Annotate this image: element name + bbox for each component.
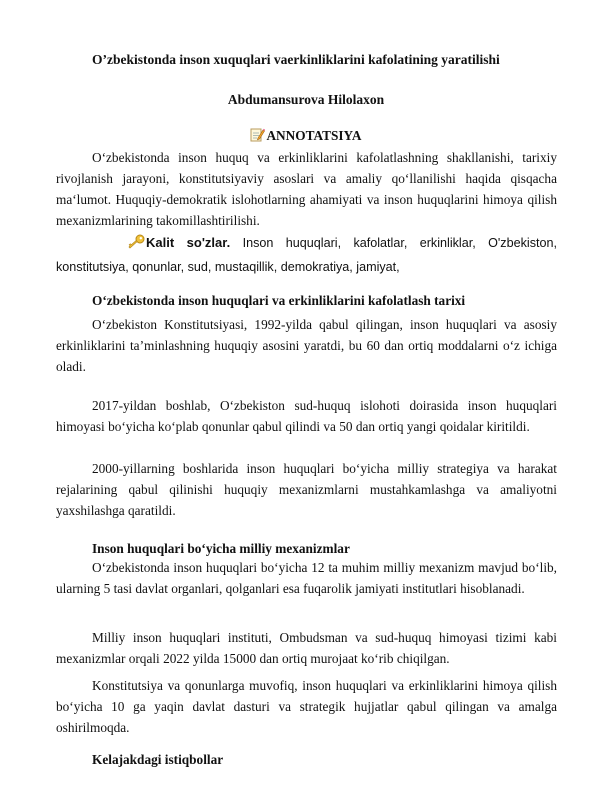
history-paragraph-3: 2000-yillarning boshlarida inson huquqlari bo‘yicha milliy strategiya va harakat rejalarining qabul qilinishi huquqiy mexanizmlarni mustahkamlashga va amaliyotni yaxshilashga qaratildi. [56,461,557,518]
keywords-paragraph [56,232,557,278]
memo-pencil-icon [250,127,265,146]
section-heading-mechanisms: Inson huquqlari bo‘yicha milliy mexanizmlar [92,541,350,556]
history-paragraph-1: O‘zbekiston Konstitutsiyasi, 1992-yilda qabul qilingan, inson huquqlari va asosiy erkinliklarini ta’minlashning huquqiy asosini yaratdi, bu 60 dan ortiq moddalarni o‘z ichiga oladi. [56,317,557,374]
key-icon [92,234,145,256]
mechanisms-paragraph-1: O‘zbekistonda inson huquqlari bo‘yicha 12 ta muhim milliy mexanizm mavjud bo‘lib, ularning 5 tasi davlat organlari, qolganlari esa fuqarolik jamiyati institutlari hisoblanadi. [56,560,557,596]
annotation-heading-text: ANNOTATSIYA [266,128,362,143]
section-heading-prospects: Kelajakdagi istiqbollar [92,752,224,767]
annotation-text: O‘zbekistonda inson huquq va erkinliklarini kafolatlashning shakllanishi, tarixiy rivojlanish jarayoni, konstitutsiyaviy asoslari va amaliy qo‘llanilishi haqida qisqacha ma‘lumot. Huquqiy-demokratik islohotlarning ahamiyati va inson huquqlarini himoya qilish mexanizmlarining takomillashtirilishi. [56,150,557,228]
annotation-heading [0,127,612,146]
author-name: Abdumansurova Hilolaxon [227,92,385,107]
keywords-label: Kalit so'zlar. [146,235,231,250]
mechanisms-paragraph-2: Milliy inson huquqlari instituti, Ombudsman va sud-huquq himoyasi tizimi kabi mexanizmlar orqali 2022 yilda 15000 dan ortiq murojaat ko‘rib chiqilgan. [56,630,557,666]
mechanisms-paragraph-3: Konstitutsiya va qonunlarga muvofiq, inson huquqlari va erkinliklarini himoya qilish bo‘yicha 10 ga yaqin davlat dasturi va strategik hujjatlar qabul qilingan va amalga oshirilmoqda. [56,678,557,735]
keywords-text: Inson huquqlari, kafolatlar, erkinliklar, O'zbekiston, konstitutsiya, qonunlar, sud, mustaqillik, demokratiya, jamiyat, [56,236,557,274]
document-title: O’zbekistonda inson xuquqlari vaerkinliklarini kafolatining yaratilishi [92,52,500,67]
section-heading-history: O‘zbekistonda inson huquqlari va erkinliklarini kafolatlash tarixi [92,293,466,308]
history-paragraph-2: 2017-yildan boshlab, O‘zbekiston sud-huquq islohoti doirasida inson huquqlari himoyasi bo‘yicha ko‘plab qonunlar qabul qilindi va 50 dan ortiq yangi qoidalar kiritildi. [56,398,557,434]
